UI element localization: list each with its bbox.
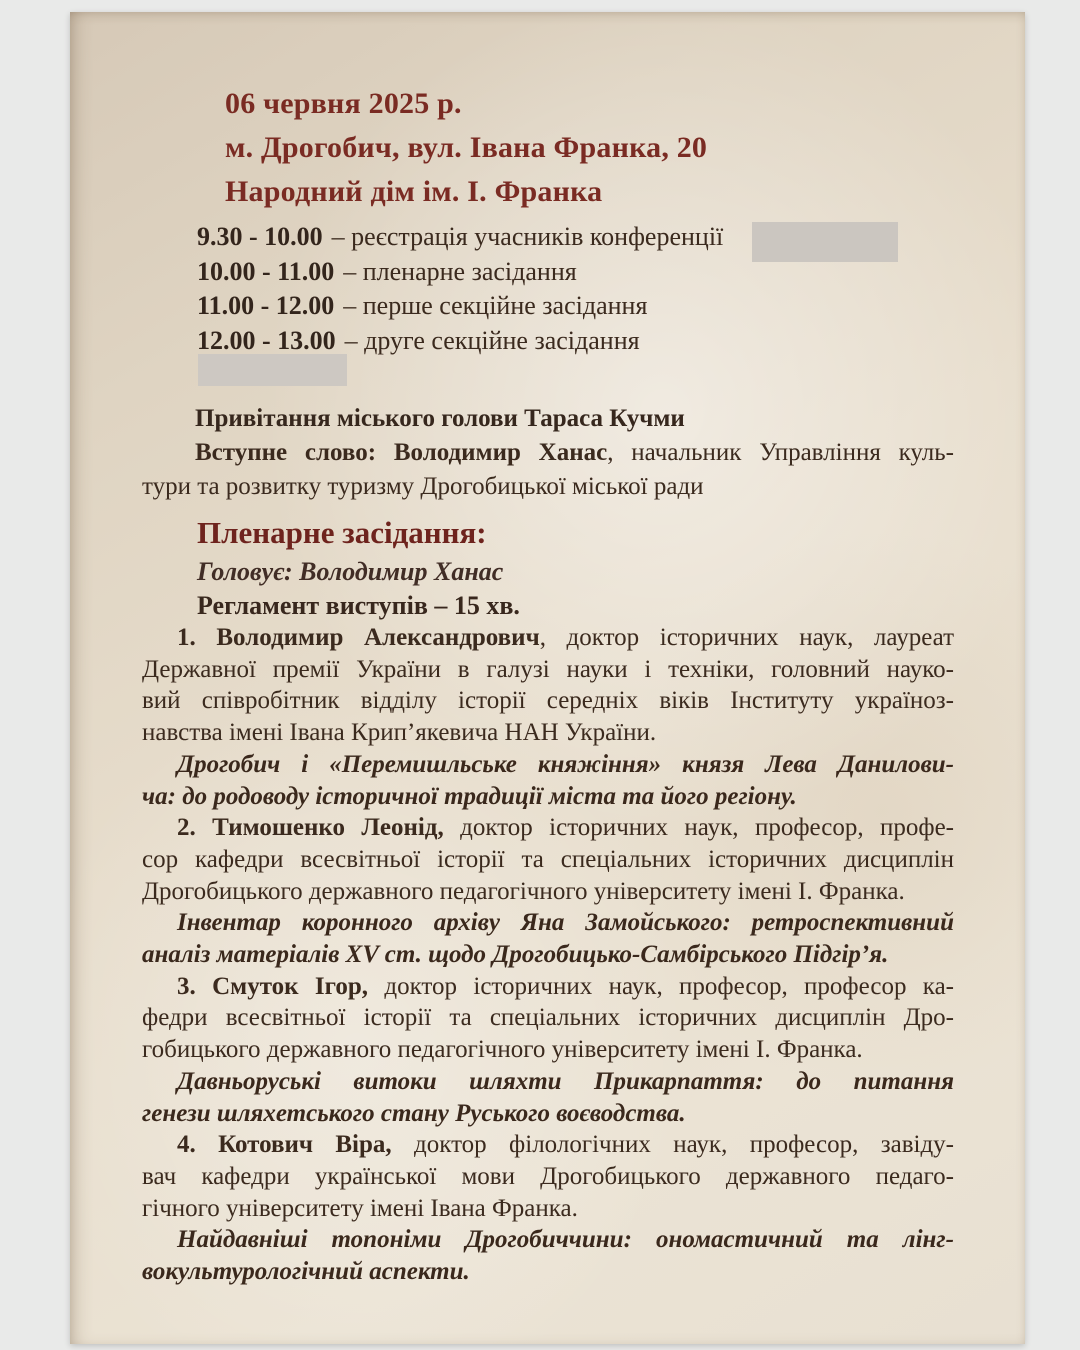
speaker-topic bbox=[142, 1224, 954, 1287]
event-header bbox=[225, 82, 707, 214]
text-line: генези шляхетського стану Руського воєводства. bbox=[142, 1099, 686, 1127]
event-address: м. Дрогобич, вул. Івана Франка, 20 bbox=[225, 131, 708, 164]
text-line: Дрогобич і «Перемишльське княжіння» князя Лева Данилови- bbox=[177, 750, 954, 778]
speaker-name: 1. Володимир Александрович bbox=[177, 624, 540, 651]
text-line: Державної премії України в галузі науки і техніки, головний науко- bbox=[142, 655, 954, 683]
text-line: федри всесвітньої історії та спеціальних історичних дисциплін Дро- bbox=[142, 1004, 954, 1032]
speaker-name: 4. Котович Віра, bbox=[177, 1131, 392, 1159]
opening-remarks-continuation: тури та розвитку туризму Дрогобицької міської ради bbox=[142, 473, 704, 500]
text-line: навства імені Івана Крип’якевича НАН України. bbox=[142, 719, 657, 747]
greeting-section bbox=[142, 402, 954, 504]
text-line: Давньоруські витоки шляхти Прикарпаття: до питання bbox=[177, 1067, 954, 1095]
schedule-activity: – друге секційне засідання bbox=[344, 325, 640, 355]
text-line: вач кафедри української мови Дрогобицького державного педаго- bbox=[142, 1162, 954, 1190]
text-line: сор кафедри всесвітньої історії та спеціальних історичних дисциплін bbox=[142, 845, 954, 873]
plenary-chair: Головує: Володимир Ханас bbox=[197, 557, 504, 586]
schedule-time: 9.30 - 10.00 bbox=[197, 222, 323, 251]
speaker-bio bbox=[142, 622, 954, 749]
plenary-section-header bbox=[197, 512, 520, 623]
schedule-item bbox=[197, 324, 723, 359]
plenary-title: Пленарне засідання: bbox=[197, 515, 487, 550]
mayor-greeting-line: Привітання міського голови Тараса Кучми bbox=[195, 405, 685, 432]
schedule-activity: – реєстрація учасників конференції bbox=[331, 222, 724, 251]
text-line: аналіз матеріалів XV ст. щодо Дрогобицько-Самбірського Підгір’я. bbox=[142, 941, 889, 969]
opening-speaker-title: , начальник Управління куль- bbox=[607, 439, 955, 466]
text-line: гобицького державного педагогічного університету імені І. Франка. bbox=[142, 1036, 863, 1064]
speaker-credentials: доктор історичних наук, професор, професор ка- bbox=[368, 972, 954, 1000]
speaker-credentials: доктор історичних наук, професор, профе- bbox=[443, 814, 954, 842]
schedule-time: 12.00 - 13.00 bbox=[197, 325, 336, 355]
speaker-entry bbox=[142, 622, 954, 812]
schedule-item bbox=[197, 289, 723, 324]
schedule-time: 10.00 - 11.00 bbox=[197, 256, 335, 286]
speaker-entry bbox=[142, 971, 954, 1130]
speaker-topic bbox=[142, 907, 954, 970]
schedule-item bbox=[197, 255, 723, 290]
scanned-page bbox=[70, 12, 1025, 1344]
schedule-list bbox=[197, 220, 723, 358]
speaker-bio bbox=[142, 812, 954, 907]
event-venue: Народний дім ім. І. Франка bbox=[225, 175, 603, 208]
text-line: Інвентар коронного архіву Яна Замойського: ретроспективний bbox=[177, 909, 954, 937]
schedule-activity: – пленарне засідання bbox=[343, 256, 577, 286]
plenary-regulation: Регламент виступів – 15 хв. bbox=[197, 591, 520, 620]
speaker-credentials: доктор філологічних наук, професор, завіду- bbox=[391, 1131, 954, 1159]
text-line bbox=[142, 971, 954, 1003]
opening-speaker: Вступне слово: Володимир Ханас bbox=[195, 439, 608, 466]
speaker-name: 3. Смуток Ігор, bbox=[177, 972, 369, 1000]
schedule-item bbox=[197, 220, 723, 255]
text-line bbox=[142, 812, 954, 844]
speaker-topic bbox=[142, 1066, 954, 1129]
schedule-time: 11.00 - 12.00 bbox=[197, 291, 335, 320]
text-line: гічного університету імені Івана Франка. bbox=[142, 1194, 578, 1222]
text-line bbox=[142, 622, 954, 654]
redaction-box bbox=[198, 354, 347, 386]
speaker-entry bbox=[142, 1129, 954, 1288]
redaction-box bbox=[752, 222, 898, 262]
text-line: ча: до родоводу історичної традиції міста та його регіону. bbox=[142, 782, 797, 810]
text-line: вокультурологічний аспекти. bbox=[142, 1258, 470, 1286]
speaker-topic bbox=[142, 749, 954, 812]
opening-remarks-line bbox=[142, 436, 954, 470]
speaker-credentials: , доктор історичних наук, лауреат bbox=[539, 624, 954, 651]
speaker-bio bbox=[142, 971, 954, 1066]
event-date: 06 червня 2025 р. bbox=[225, 87, 462, 120]
text-line: Дрогобицького державного педагогічного університету імені І. Франка. bbox=[142, 877, 905, 905]
speakers-list bbox=[142, 622, 954, 1288]
schedule-activity: – перше секційне засідання bbox=[343, 291, 648, 320]
speaker-bio bbox=[142, 1129, 954, 1224]
text-line: Найдавніші топоніми Дрогобиччини: ономастичний та лінг- bbox=[177, 1226, 954, 1254]
text-line bbox=[142, 1129, 954, 1161]
speaker-entry bbox=[142, 812, 954, 971]
speaker-name: 2. Тимошенко Леонід, bbox=[177, 814, 444, 842]
text-line: вий співробітник відділу історії середніх віків Інституту україноз- bbox=[142, 687, 954, 715]
